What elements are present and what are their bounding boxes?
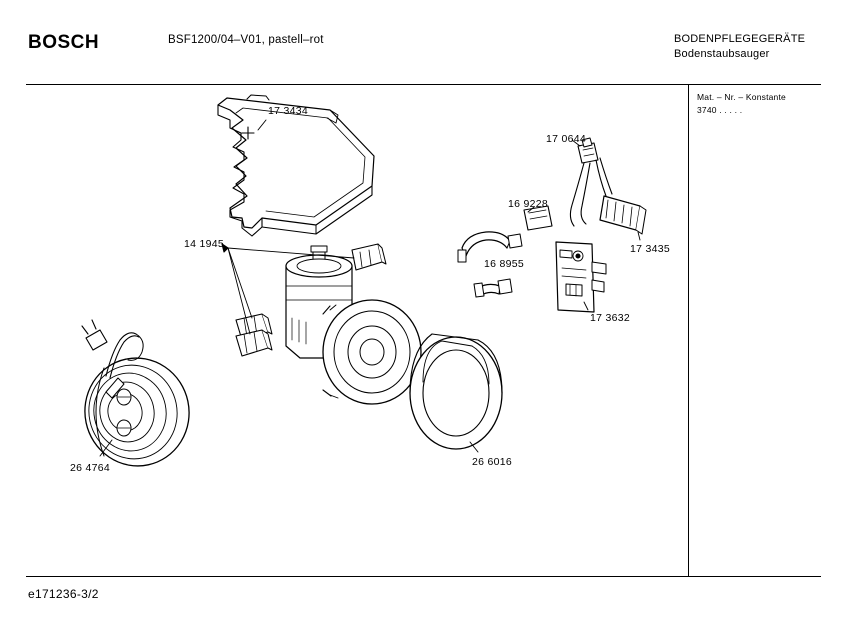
part-cord-connector xyxy=(570,138,646,234)
part-rubber-mounts xyxy=(236,314,272,356)
bosch-logo: BOSCH xyxy=(28,32,100,53)
part-electronics-board xyxy=(556,242,606,312)
part-label-17-3632: 17 3632 xyxy=(590,312,631,324)
part-label-16-8955: 16 8955 xyxy=(484,258,525,270)
product-type-label: Bodenstaubsauger xyxy=(674,48,770,60)
part-label-14-1945: 14 1945 xyxy=(184,238,225,250)
part-label-26-6016: 26 6016 xyxy=(472,456,513,468)
mat-nr-label: Mat. – Nr. – Konstante xyxy=(697,92,786,102)
part-label-17-3434: 17 3434 xyxy=(268,105,309,117)
part-label-17-0644: 17 0644 xyxy=(546,133,587,145)
part-motor-assembly xyxy=(286,244,421,404)
drawing-code: e171236-3/2 xyxy=(28,587,99,601)
part-filter-ring xyxy=(410,334,502,449)
mat-nr-value: 3740 . . . . . xyxy=(697,105,743,115)
model-designation: BSF1200/04–V01, pastell–rot xyxy=(168,34,324,46)
part-label-17-3435: 17 3435 xyxy=(630,243,671,255)
department-label: BODENPFLEGEGERÄTE xyxy=(674,33,806,45)
part-cable-reel xyxy=(75,320,199,476)
part-label-16-9228: 16 9228 xyxy=(508,198,549,210)
part-label-26-4764: 26 4764 xyxy=(70,462,111,474)
